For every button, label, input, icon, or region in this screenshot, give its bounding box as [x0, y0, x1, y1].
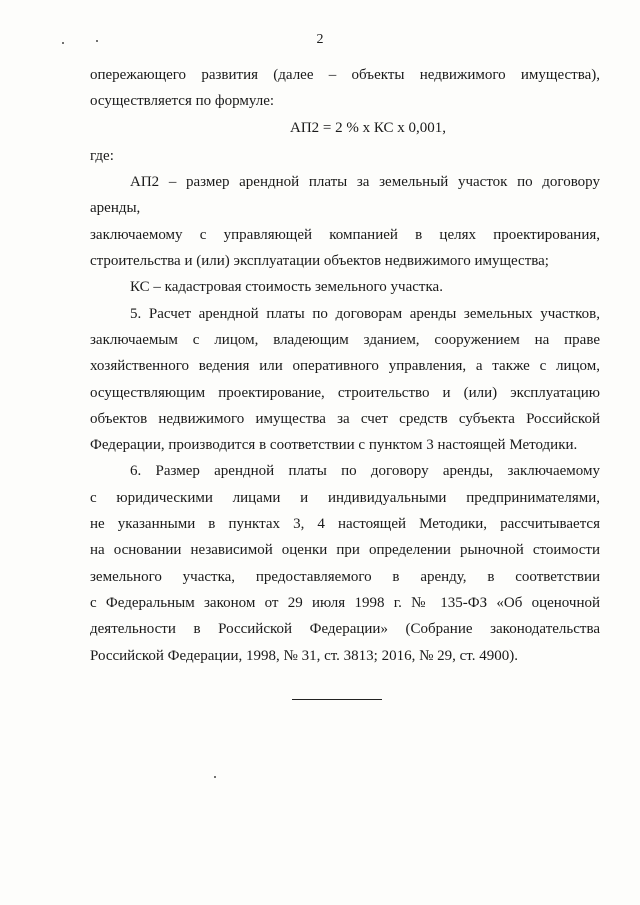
- text-line: заключаемым с лицом, владеющим зданием, сооружением на праве: [90, 331, 600, 348]
- formula: АП2 = 2 % х КС х 0,001,: [290, 119, 447, 136]
- text-line: с Федеральным законом от 29 июля 1998 г. № 135-ФЗ «Об оценочной: [90, 594, 600, 611]
- text-line: Федерации, производится в соответствии с пунктом 3 настоящей Методики.: [90, 437, 578, 454]
- document-body: [90, 62, 600, 669]
- text-line: деятельности в Российской Федерации» (Собрание законодательства: [90, 621, 600, 638]
- text-line: осуществляющим проектирование, строительство и (или) эксплуатацию: [90, 384, 600, 401]
- definition-ks: КС – кадастровая стоимость земельного участка.: [130, 279, 443, 296]
- text-line: с юридическими лицами и индивидуальными предпринимателями,: [90, 489, 600, 506]
- definition-ap2: АП2 – размер арендной платы за земельный участок по договору аренды,: [90, 174, 600, 217]
- end-rule: [292, 699, 382, 700]
- page-number: 2: [316, 32, 324, 47]
- text-line: хозяйственного ведения или оперативного управления, а также с лицом,: [90, 358, 600, 375]
- paragraph-6: 6. Размер арендной платы по договору аренды, заключаемому: [130, 463, 600, 480]
- text-line: земельного участка, предоставляемого в аренду, в соответствии: [90, 568, 600, 585]
- text-line: где:: [90, 147, 114, 164]
- text-line: строительства и (или) эксплуатации объектов недвижимого имущества;: [90, 253, 549, 270]
- scan-speck: [96, 40, 98, 42]
- scan-speck: [62, 42, 64, 44]
- text-line: не указанными в пунктах 3, 4 настоящей Методики, рассчитывается: [90, 516, 600, 533]
- text-line: заключаемому с управляющей компанией в целях проектирования,: [90, 226, 600, 243]
- text-line: объектов недвижимого имущества за счет средств субъекта Российской: [90, 410, 600, 427]
- text-line: Российской Федерации, 1998, № 31, ст. 3813; 2016, № 29, ст. 4900).: [90, 647, 518, 664]
- text-line: осуществляется по формуле:: [90, 93, 275, 110]
- text-line: на основании независимой оценки при определении рыночной стоимости: [90, 542, 600, 559]
- paragraph-5: 5. Расчет арендной платы по договорам аренды земельных участков,: [130, 305, 600, 322]
- text-line: опережающего развития (далее – объекты недвижимого имущества),: [90, 67, 600, 83]
- scan-speck: [214, 776, 216, 778]
